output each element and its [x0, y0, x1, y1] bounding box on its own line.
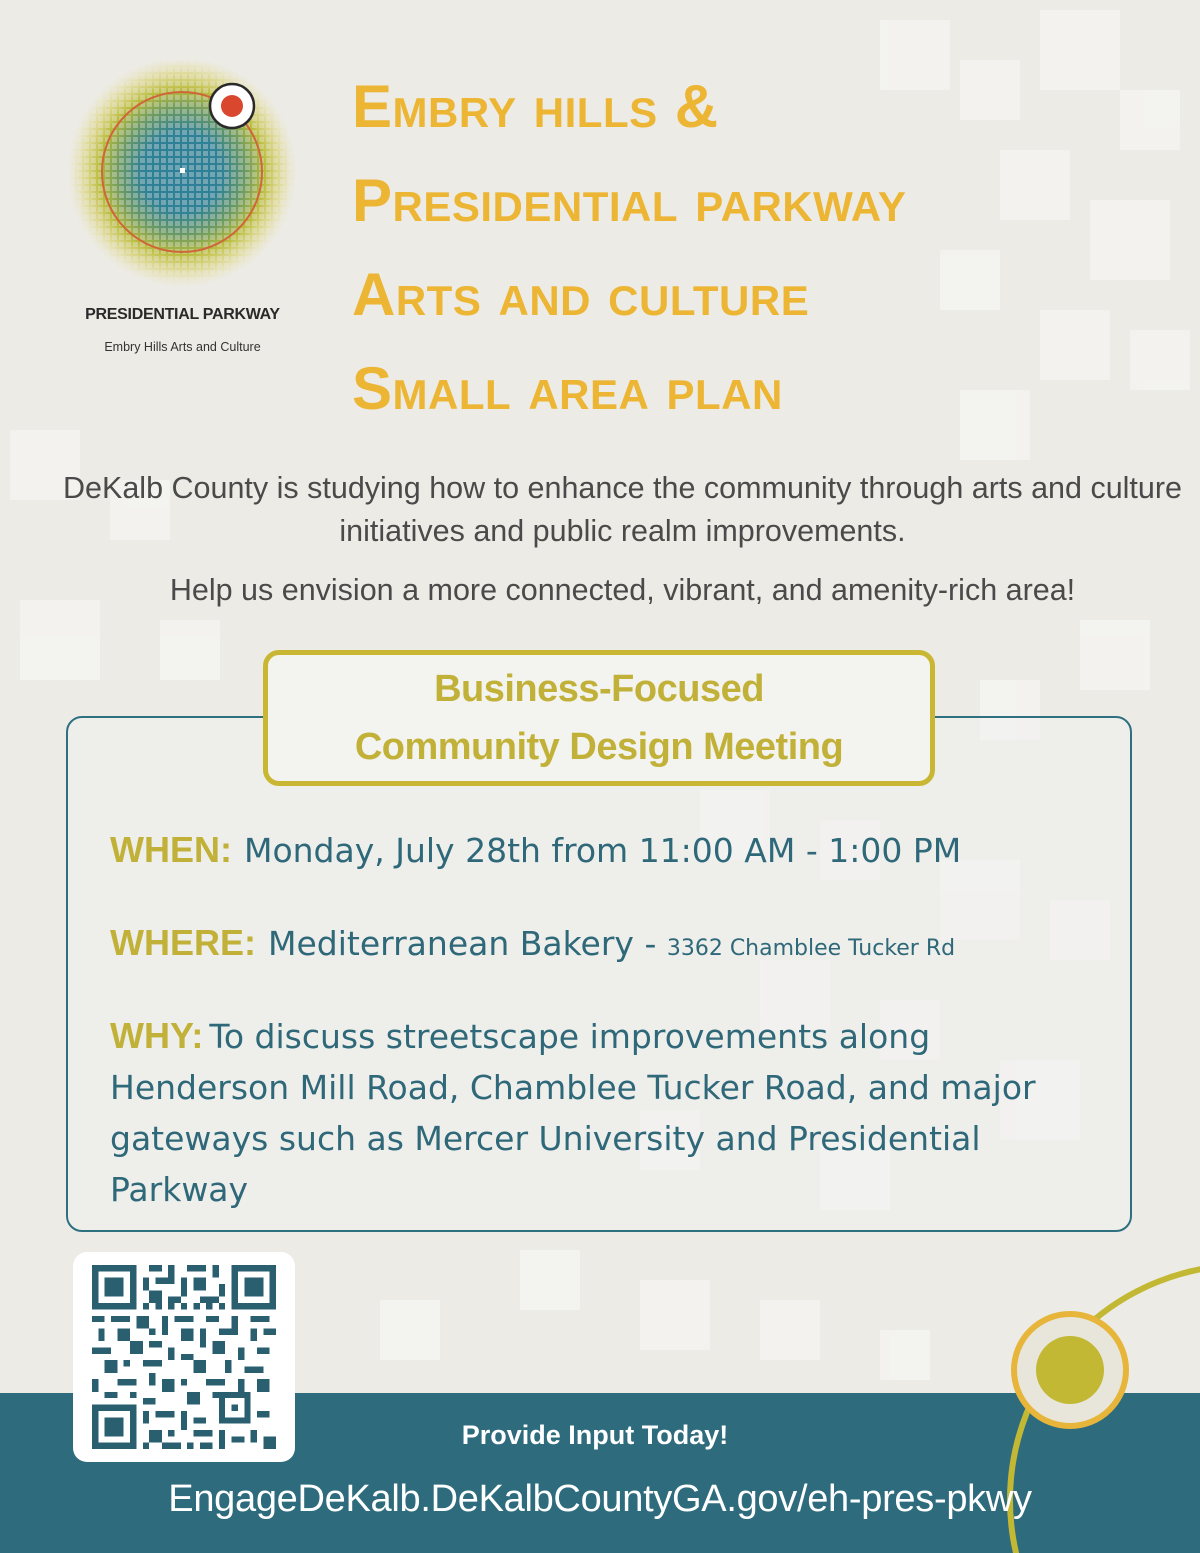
- logo-name: PRESIDENTIAL PARKWAY: [85, 306, 280, 323]
- intro-paragraph-2: Help us envision a more connected, vibrant, and amenity-rich area!: [169, 573, 1076, 607]
- provide-input-cta: Provide Input Today!: [461, 1420, 729, 1450]
- when-value: Monday, July 28th from 11:00 AM - 1:00 PM: [243, 831, 962, 870]
- where-label: WHERE:: [110, 922, 256, 963]
- when-label: WHEN:: [110, 829, 232, 870]
- where-address: 3362 Chamblee Tucker Rd: [666, 936, 956, 961]
- meeting-heading-line-2: Community Design Meeting: [354, 726, 844, 768]
- why-label: WHY:: [110, 1015, 204, 1056]
- logo-subtitle: Embry Hills Arts and Culture: [104, 340, 261, 354]
- qr-code-icon[interactable]: [91, 1265, 277, 1449]
- title-line-1: Embry hills &: [352, 73, 719, 140]
- why-value: To discuss streetscape improvements along Henderson Mill Road, Chamblee Tucker Road, and major gateways such as Mercer University and Presidential Parkway: [110, 1017, 1036, 1209]
- engagement-url-link[interactable]: EngageDeKalb.DeKalbCountyGA.gov/eh-pres-pkwy: [168, 1478, 1032, 1520]
- intro-paragraph-1: DeKalb County is studying how to enhance the community through arts and culture initiatives and public realm improvements.: [63, 471, 1182, 548]
- meeting-heading-line-1: Business-Focused: [434, 668, 764, 710]
- title-line-3: Arts and culture: [352, 261, 810, 328]
- presidential-parkway-logo-icon: [70, 60, 310, 300]
- meeting-when: [110, 829, 961, 871]
- intro-text: [60, 467, 1185, 612]
- page-title: [352, 60, 906, 436]
- meeting-why: [110, 1010, 1110, 1215]
- meeting-heading-box: [263, 650, 935, 786]
- title-line-2: Presidential parkway: [352, 167, 907, 234]
- meeting-where: [110, 922, 955, 964]
- title-line-4: Small area plan: [352, 355, 783, 422]
- qr-code-card[interactable]: [73, 1252, 295, 1462]
- where-value: Mediterranean Bakery -: [268, 924, 667, 963]
